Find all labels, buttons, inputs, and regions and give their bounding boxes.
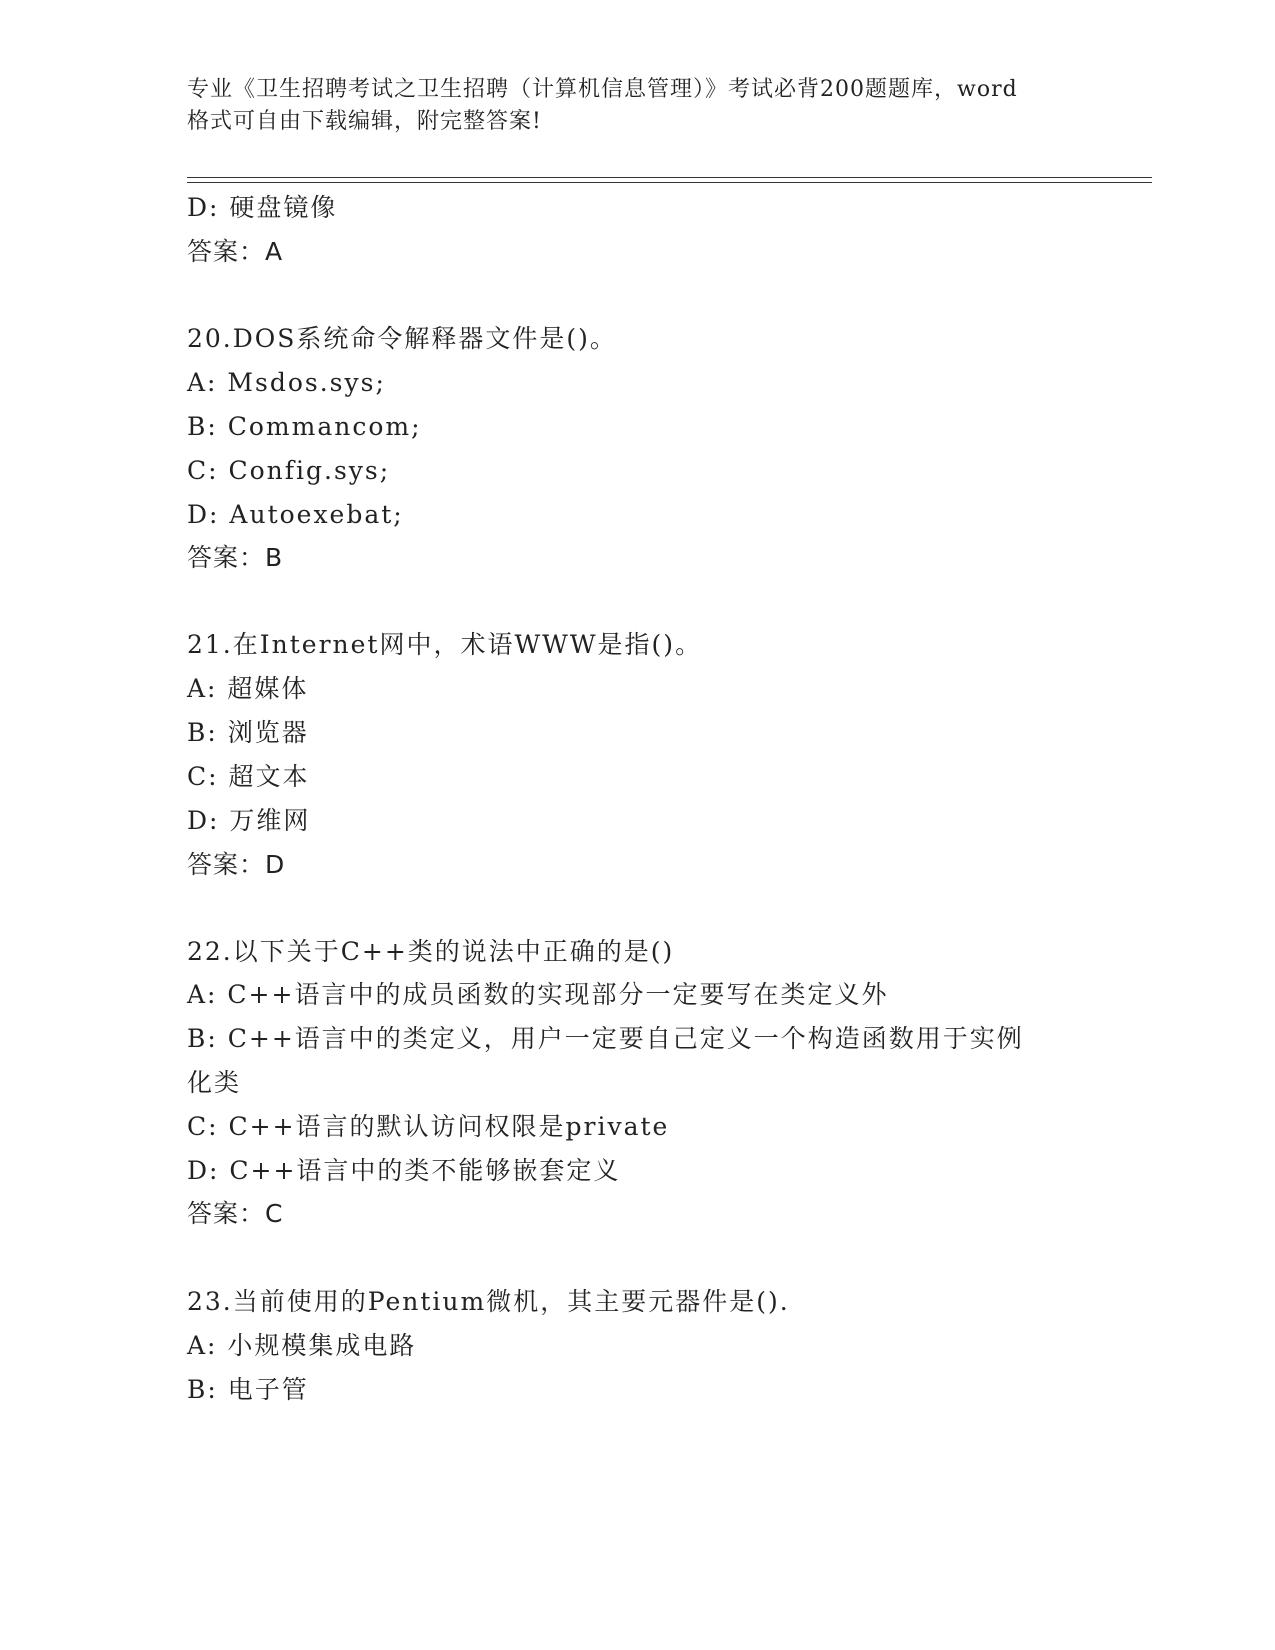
- header-divider-top: [187, 177, 1152, 178]
- header-title-line-1: 专业《卫生招聘考试之卫生招聘（计算机信息管理）》考试必背200题题库，word: [187, 77, 1018, 102]
- header-divider-bottom: [187, 182, 1152, 183]
- q20-question: 20.DOS系统命令解释器文件是()。: [187, 324, 617, 353]
- q21-option-d: D: 万维网: [187, 806, 311, 835]
- q22-option-a: A: C++语言中的成员函数的实现部分一定要写在类定义外: [187, 980, 889, 1009]
- q20-answer: 答案：B: [187, 543, 284, 572]
- q22-option-b-line-2: 化类: [187, 1068, 242, 1097]
- q22-answer: 答案：C: [187, 1199, 284, 1228]
- q22-option-d: D: C++语言中的类不能够嵌套定义: [187, 1156, 621, 1185]
- q22-question: 22.以下关于C++类的说法中正确的是(): [187, 937, 675, 966]
- header-title-line-2: 格式可自由下载编辑，附完整答案!: [187, 109, 542, 134]
- q23-question: 23.当前使用的Pentium微机，其主要元器件是().: [187, 1287, 790, 1316]
- q20-option-a: A: Msdos.sys;: [187, 368, 386, 397]
- q23-option-b: B: 电子管: [187, 1375, 309, 1404]
- q23-option-a: A: 小规模集成电路: [187, 1331, 417, 1360]
- q21-option-b: B: 浏览器: [187, 718, 309, 747]
- q21-answer: 答案：D: [187, 850, 286, 879]
- q21-option-c: C: 超文本: [187, 762, 310, 791]
- document-header: [187, 74, 1087, 138]
- q22-option-b-line-1: B: C++语言中的类定义，用户一定要自己定义一个构造函数用于实例: [187, 1024, 1024, 1053]
- prev-option-d: D: 硬盘镜像: [187, 193, 338, 222]
- q21-option-a: A: 超媒体: [187, 674, 309, 703]
- q20-option-b: B: Commancom;: [187, 412, 422, 441]
- q21-question: 21.在Internet网中，术语WWW是指()。: [187, 630, 703, 659]
- q22-option-c: C: C++语言的默认访问权限是private: [187, 1112, 670, 1141]
- q20-option-d: D: Autoexebat;: [187, 500, 404, 529]
- q20-option-c: C: Config.sys;: [187, 456, 391, 485]
- prev-answer: 答案：A: [187, 237, 284, 266]
